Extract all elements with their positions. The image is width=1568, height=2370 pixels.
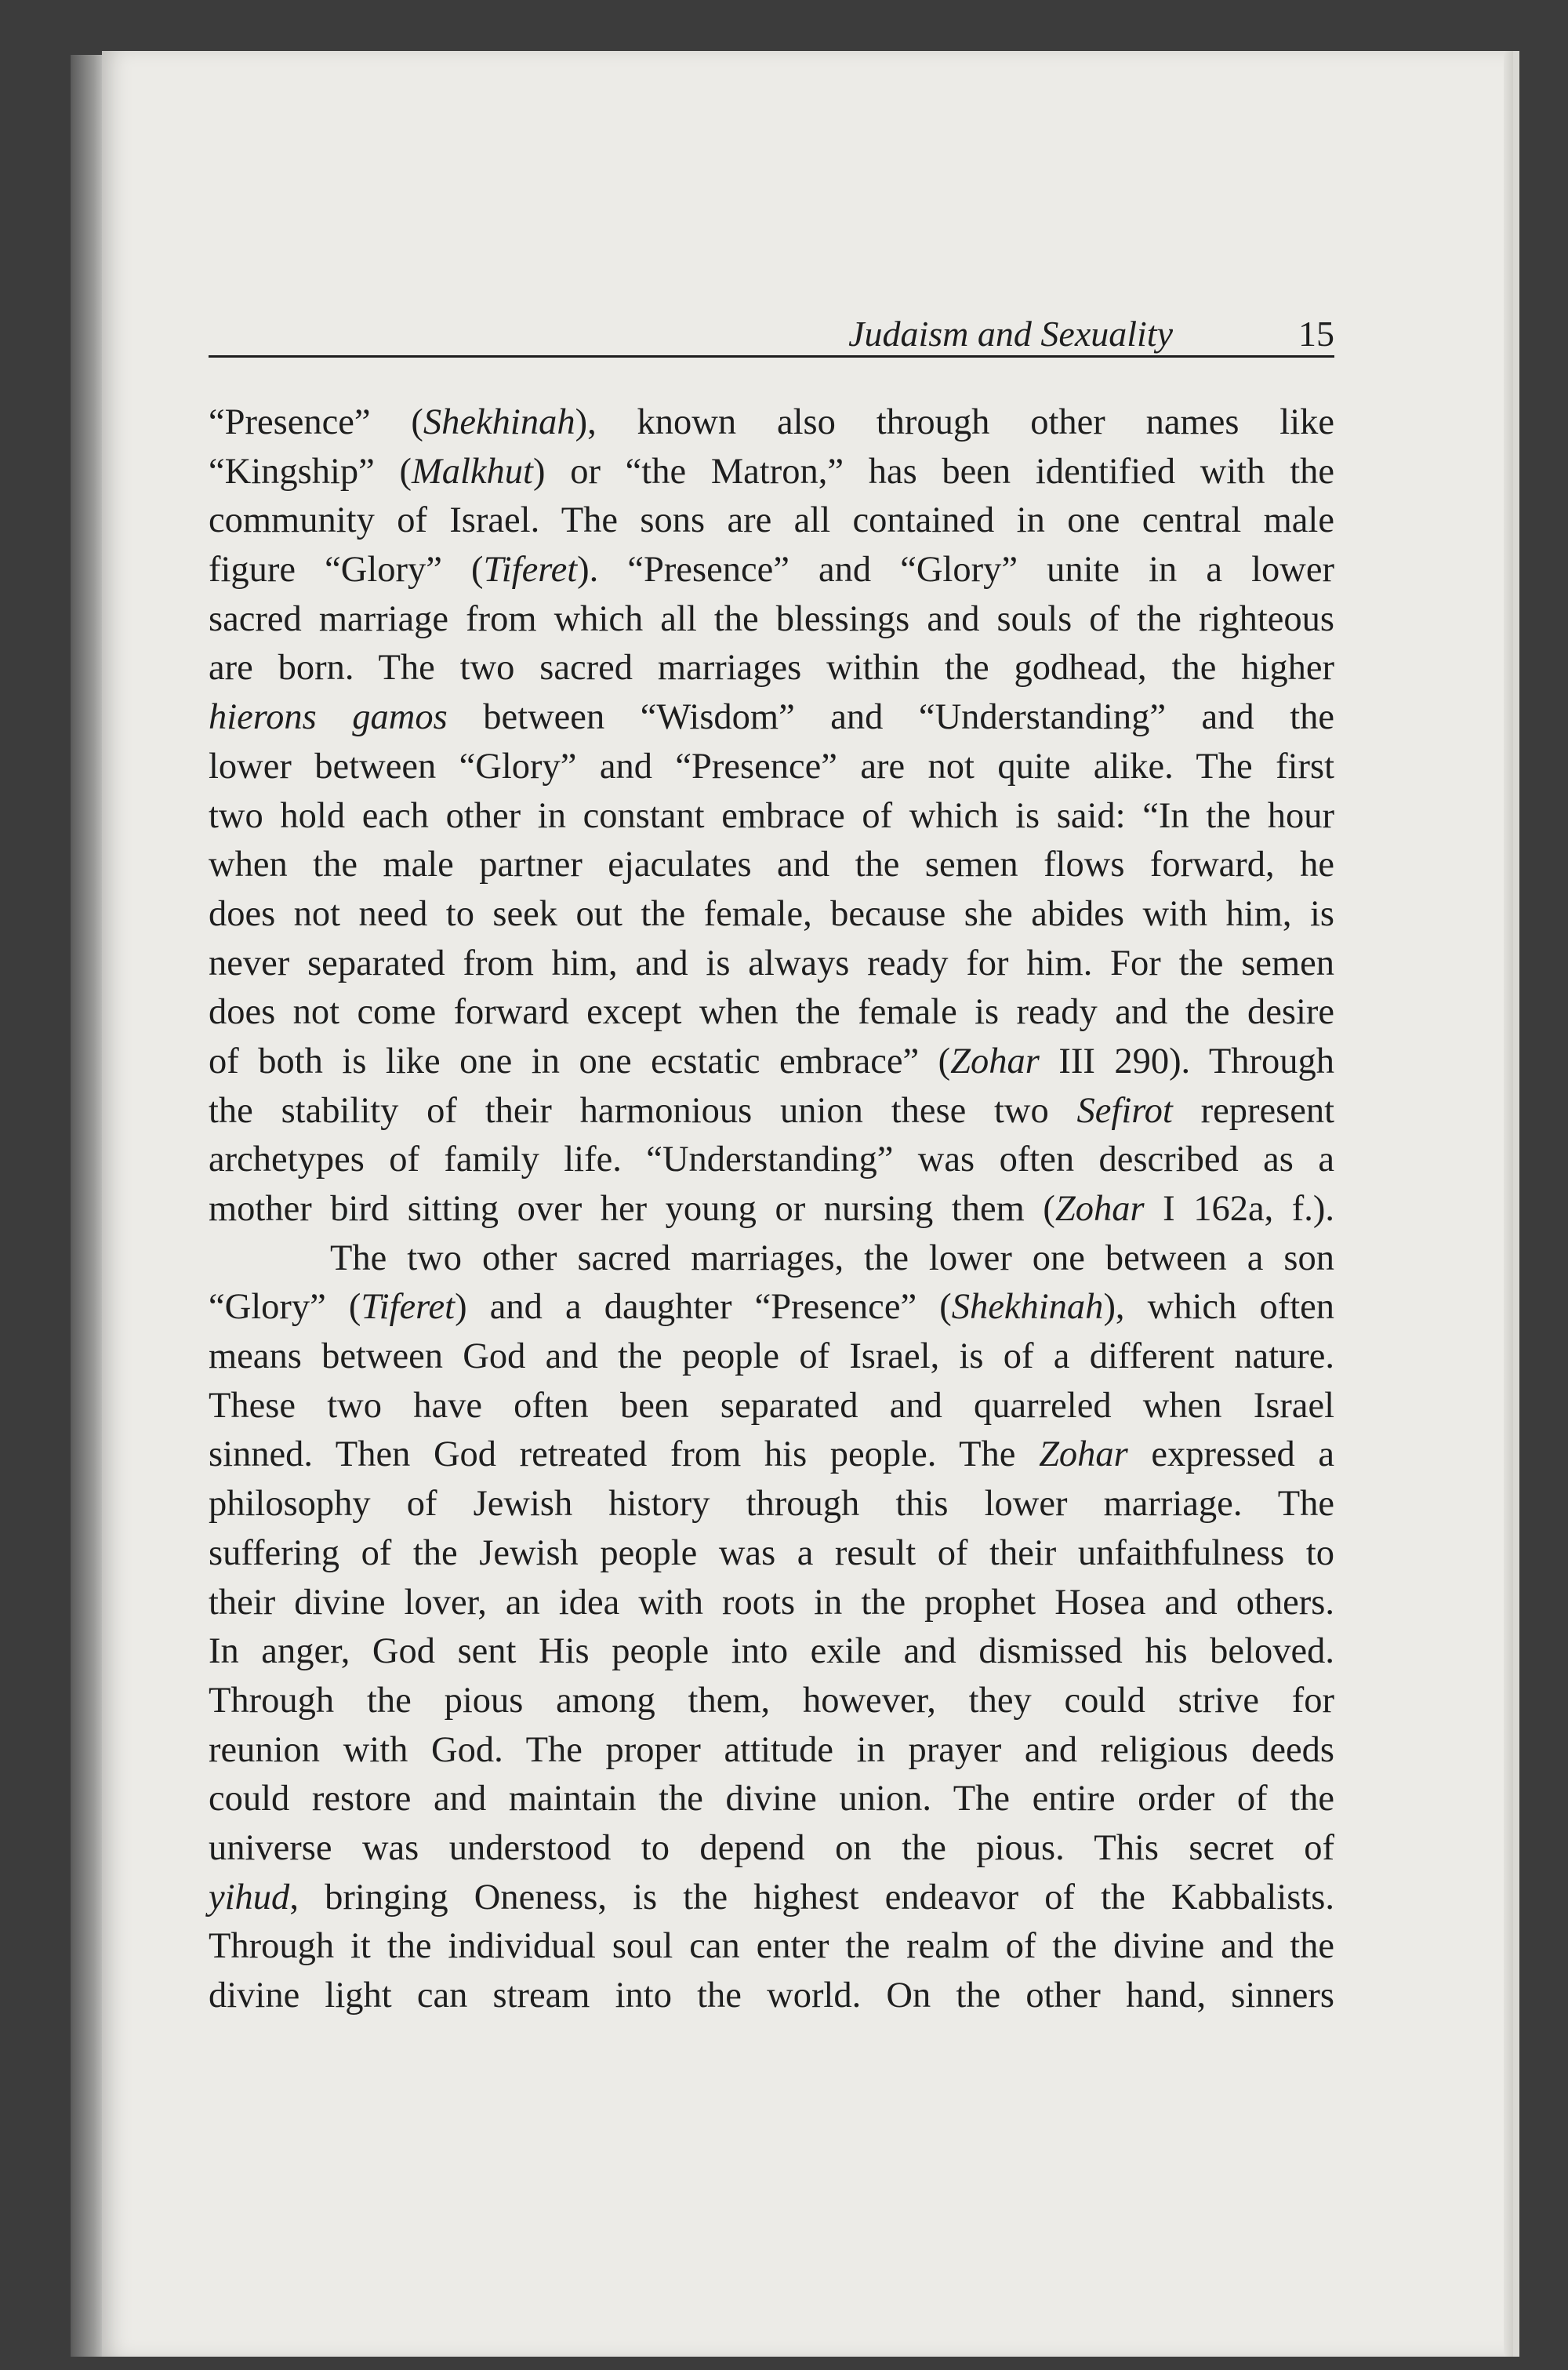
text-run: lower between “Glory” and “Presence” are not quite alike. The first (209, 746, 1334, 787)
text-line (209, 1382, 1334, 1431)
text-run: “Glory” ( (209, 1287, 361, 1328)
text-line (209, 1529, 1334, 1579)
text-line (209, 1972, 1334, 2021)
text-line (209, 1185, 1334, 1234)
text-line (209, 1775, 1334, 1824)
text-run: does not need to seek out the female, because she abides with him, is (209, 893, 1334, 934)
text-line (209, 1824, 1334, 1874)
text-line (209, 792, 1334, 841)
text-line (209, 988, 1334, 1038)
text-line (209, 1579, 1334, 1628)
text-run: between “Wisdom” and “Understanding” and the (447, 697, 1334, 738)
text-line (209, 1726, 1334, 1776)
text-run: expressed a (1127, 1434, 1335, 1475)
text-run: , bringing Oneness, is the highest endeavor of the Kabbalists. (289, 1877, 1334, 1917)
text-line (209, 1480, 1334, 1529)
text-line (209, 1677, 1334, 1726)
text-run: means between God and the people of Israel, is of a different nature. (209, 1336, 1334, 1377)
text-run: never separated from him, and is always ready for him. For the semen (209, 943, 1334, 983)
running-head (209, 308, 1334, 358)
text-line (209, 1627, 1334, 1677)
text-line (209, 1430, 1334, 1480)
text-line (209, 1234, 1334, 1284)
text-line (209, 496, 1334, 546)
text-run: suffering of the Jewish people was a result of their unfaithfulness to (209, 1532, 1334, 1573)
text-line (209, 595, 1334, 645)
text-run: figure “Glory” ( (209, 550, 484, 591)
italic-term: yihud (209, 1877, 290, 1917)
text-line (209, 1283, 1334, 1332)
text-run: “Kingship” ( (209, 451, 412, 492)
text-run: represent (1172, 1090, 1335, 1131)
text-line (209, 1136, 1334, 1185)
text-run: sacred marriage from which all the blessings and souls of the righteous (209, 598, 1334, 639)
text-line (209, 841, 1334, 890)
text-run: are born. The two sacred marriages within the godhead, the higher (209, 648, 1334, 689)
text-run: III 290). Through (1039, 1041, 1334, 1081)
page-number: 15 (1298, 314, 1334, 354)
page-edge (1504, 51, 1513, 2357)
text-line (209, 546, 1334, 595)
text-line (209, 1922, 1334, 1972)
text-run: two hold each other in constant embrace of which is said: “In the hour (209, 795, 1334, 836)
text-line (209, 1332, 1334, 1382)
italic-term: Shekhinah (423, 402, 575, 442)
body-text (209, 398, 1334, 2021)
text-run: “Presence” ( (209, 402, 423, 442)
text-run: universe was understood to depend on the pious. This secret of (209, 1827, 1334, 1868)
italic-term: Zohar (950, 1041, 1040, 1081)
text-run: In anger, God sent His people into exile and dismissed his beloved. (209, 1631, 1334, 1672)
text-line (209, 398, 1334, 448)
text-run: sinned. Then God retreated from his people. The (209, 1434, 1040, 1475)
text-run: ). “Presence” and “Glory” unite in a lower (577, 550, 1334, 591)
italic-term: Sefirot (1076, 1090, 1173, 1131)
italic-term: hierons gamos (209, 697, 448, 738)
text-line (209, 743, 1334, 792)
text-run: when the male partner ejaculates and the semen flows forward, he (209, 845, 1334, 885)
text-line (209, 1874, 1334, 1923)
text-run: These two have often been separated and quarreled when Israel (209, 1385, 1334, 1426)
text-line (209, 890, 1334, 940)
italic-term: Malkhut (412, 451, 533, 492)
text-run: community of Israel. The sons are all contained in one central male (209, 500, 1334, 541)
text-run: Through the pious among them, however, they could strive for (209, 1680, 1334, 1721)
text-run: ) or “the Matron,” has been identified with the (532, 451, 1335, 492)
italic-term: Zohar (1039, 1434, 1128, 1475)
text-run: ), which often (1103, 1287, 1334, 1328)
italic-term: Shekhinah (951, 1287, 1104, 1328)
text-run: ), known also through other names like (575, 402, 1335, 442)
text-line (209, 644, 1334, 693)
text-line (209, 940, 1334, 989)
text-line (209, 1038, 1334, 1087)
running-head-title: Judaism and Sexuality (848, 314, 1173, 354)
text-run: ) and a daughter “Presence” ( (455, 1287, 952, 1328)
text-run: The two other sacred marriages, the lower one between a son (330, 1238, 1334, 1278)
text-line (209, 1087, 1334, 1136)
text-run: I 162a, f.). (1144, 1189, 1334, 1229)
text-run: reunion with God. The proper attitude in prayer and religious deeds (209, 1729, 1334, 1770)
italic-term: Tiferet (361, 1287, 456, 1328)
text-run: Through it the individual soul can enter the realm of the divine and the (209, 1926, 1334, 1967)
text-run: divine light can stream into the world. On the other hand, sinners (209, 1976, 1334, 2016)
text-run: does not come forward except when the female is ready and the desire (209, 992, 1334, 1033)
text-run: could restore and maintain the divine union. The entire order of the (209, 1779, 1334, 1819)
text-line (209, 693, 1334, 743)
italic-term: Zohar (1054, 1189, 1145, 1229)
text-run: the stability of their harmonious union these two (209, 1090, 1077, 1131)
text-line (209, 448, 1334, 497)
italic-term: Tiferet (483, 550, 578, 591)
text-run: mother bird sitting over her young or nursing them ( (209, 1189, 1055, 1229)
text-run: archetypes of family life. “Understanding” was often described as a (209, 1140, 1334, 1180)
text-run: their divine lover, an idea with roots in the prophet Hosea and others. (209, 1582, 1334, 1623)
text-run: philosophy of Jewish history through this lower marriage. The (209, 1484, 1334, 1525)
text-run: of both is like one in one ecstatic embrace” ( (209, 1041, 951, 1081)
